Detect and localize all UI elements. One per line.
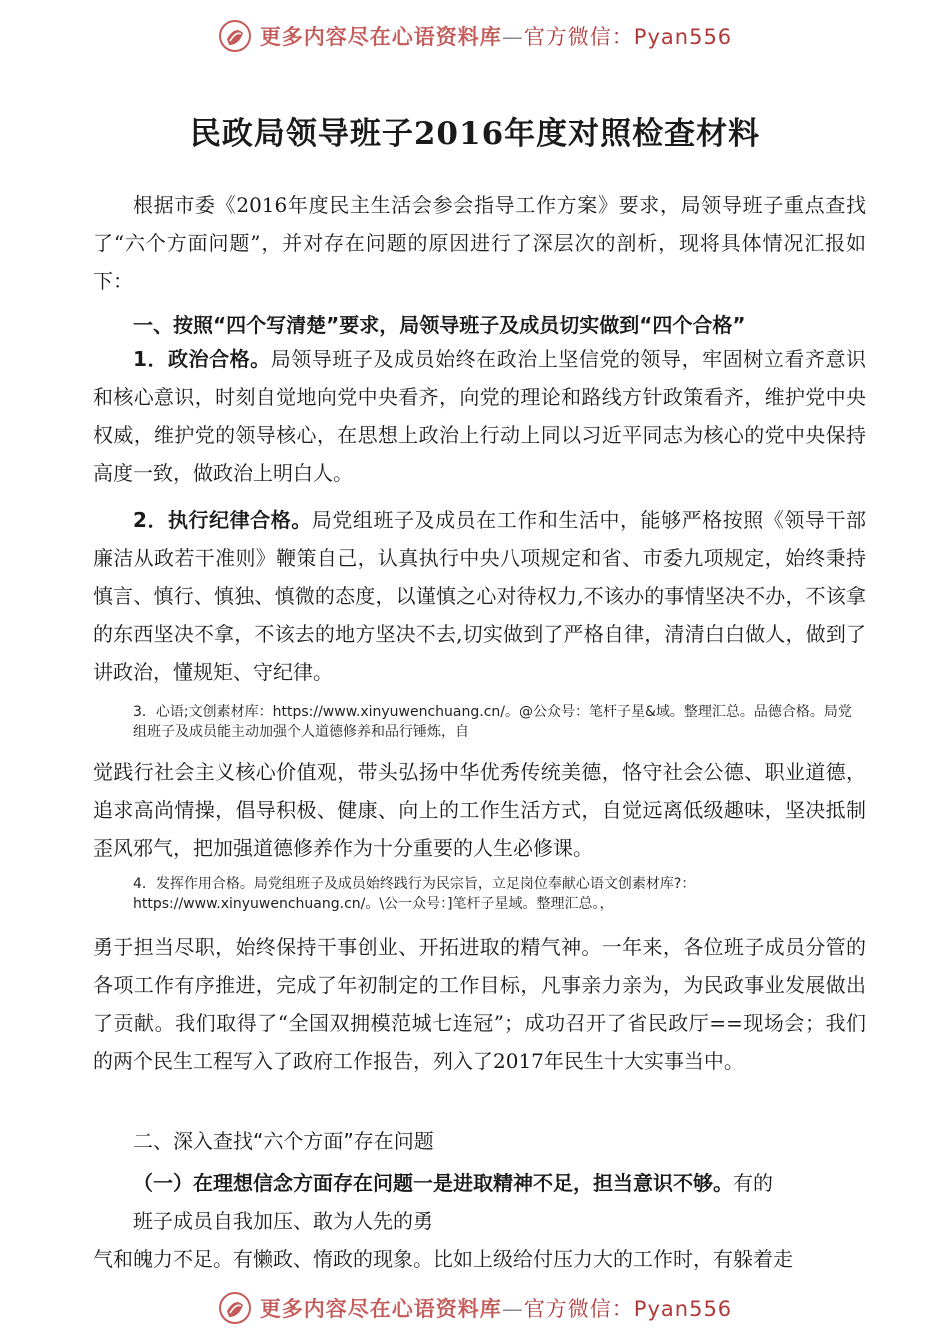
header-banner — [0, 16, 950, 56]
document-title: 民政局领导班子2016年度对照检查材料 — [189, 116, 761, 152]
item1-text: 局领导班子及成员始终在政治上坚信党的领导，牢固树立看齐意识和核心意识，时刻自觉地向党中央看齐，向党的理论和路线方针政策看齐，维护党中央权威，维护党的领导核心，在思想上政治上行动上同以习近平同志为核心的党中央保持高度一致，做政治上明白人。 — [93, 347, 866, 485]
banner-text: 更多内容尽在心语资料库—官方微信：Pyan556 — [259, 1297, 733, 1321]
banner-text: 更多内容尽在心语资料库—官方微信：Pyan556 — [259, 25, 733, 49]
item4-small-text: 4．发挥作用合格。局党组班子及成员始终践行为民宗旨，立足岗位奉献心语文创素材库?：https://www.xinyuwenchuang.cn/。\公一众号：]笔杆子星域。整理汇总。， — [133, 876, 696, 912]
item4-paragraph: 勇于担当尽职，始终保持干事创业、开拓进取的精气神。一年来，各位班子成员分管的各项工作有序推进，完成了年初制定的工作目标，凡事亲力亲为，为民政事业发展做出了贡献。我们取得了“全国双拥模范城七连冠”；成功召开了省民政厅==现场会；我们的两个民生工程写入了政府工作报告，列入了2017年民生十大实事当中。 — [93, 935, 866, 1073]
item1-paragraph — [93, 340, 866, 492]
sub1-label: （一）在理想信念方面存在问题一是进取精神不足，担当意识不够。 — [133, 1171, 733, 1195]
item3-small-text: 3．心语;文创素材库：https://www.xinyuwenchuang.cn/。@公众号：笔杆子星&域。整理汇总。品德合格。局党组班子及成员能主动加强个人道德修养和品行锤炼，自 — [133, 704, 852, 740]
sub1-line3: 气和魄力不足。有懒政、惰政的现象。比如上级给付压力大的工作时，有躲着走 — [93, 1247, 793, 1271]
section1-heading: 一、按照“四个写清楚”要求，局领导班子及成员切实做到“四个合格” — [133, 313, 746, 337]
item1-label: 1．政治合格。 — [133, 347, 271, 371]
item2-paragraph — [93, 501, 866, 691]
sub1-text: 有的 — [733, 1171, 773, 1195]
section2-heading: 二、深入查找“六个方面”存在问题 — [133, 1129, 434, 1153]
item3-paragraph: 觉践行社会主义核心价值观，带头弘扬中华优秀传统美德，恪守社会公德、职业道德，追求高尚情操，倡导积极、健康、向上的工作生活方式，自觉远离低级趣味，坚决抵制歪风邪气，把加强道德修养作为十分重要的人生必修课。 — [93, 760, 866, 860]
footer-banner — [0, 1288, 950, 1328]
item2-label: 2．执行纪律合格。 — [133, 508, 312, 532]
intro-paragraph: 根据市委《2016年度民主生活会参会指导工作方案》要求，局领导班子重点查找了“六个方面问题”，并对存在问题的原因进行了深层次的剖析，现将具体情况汇报如下： — [93, 193, 866, 293]
xinyu-logo-icon — [218, 1291, 252, 1325]
sub1-line2: 班子成员自我加压、敢为人先的勇 — [133, 1209, 433, 1233]
sub1-paragraph — [133, 1164, 866, 1202]
item2-text: 局党组班子及成员在工作和生活中，能够严格按照《领导干部廉洁从政若干准则》鞭策自己，认真执行中央八项规定和省、市委九项规定，始终秉持慎言、慎行、慎独、慎微的态度，以谨慎之心对待权力,不该办的事情坚决不办，不该拿的东西坚决不拿，不该去的地方坚决不去,切实做到了严格自律，清清白白做人，做到了讲政治，懂规矩、守纪律。 — [93, 508, 867, 684]
xinyu-logo-icon — [218, 19, 252, 53]
